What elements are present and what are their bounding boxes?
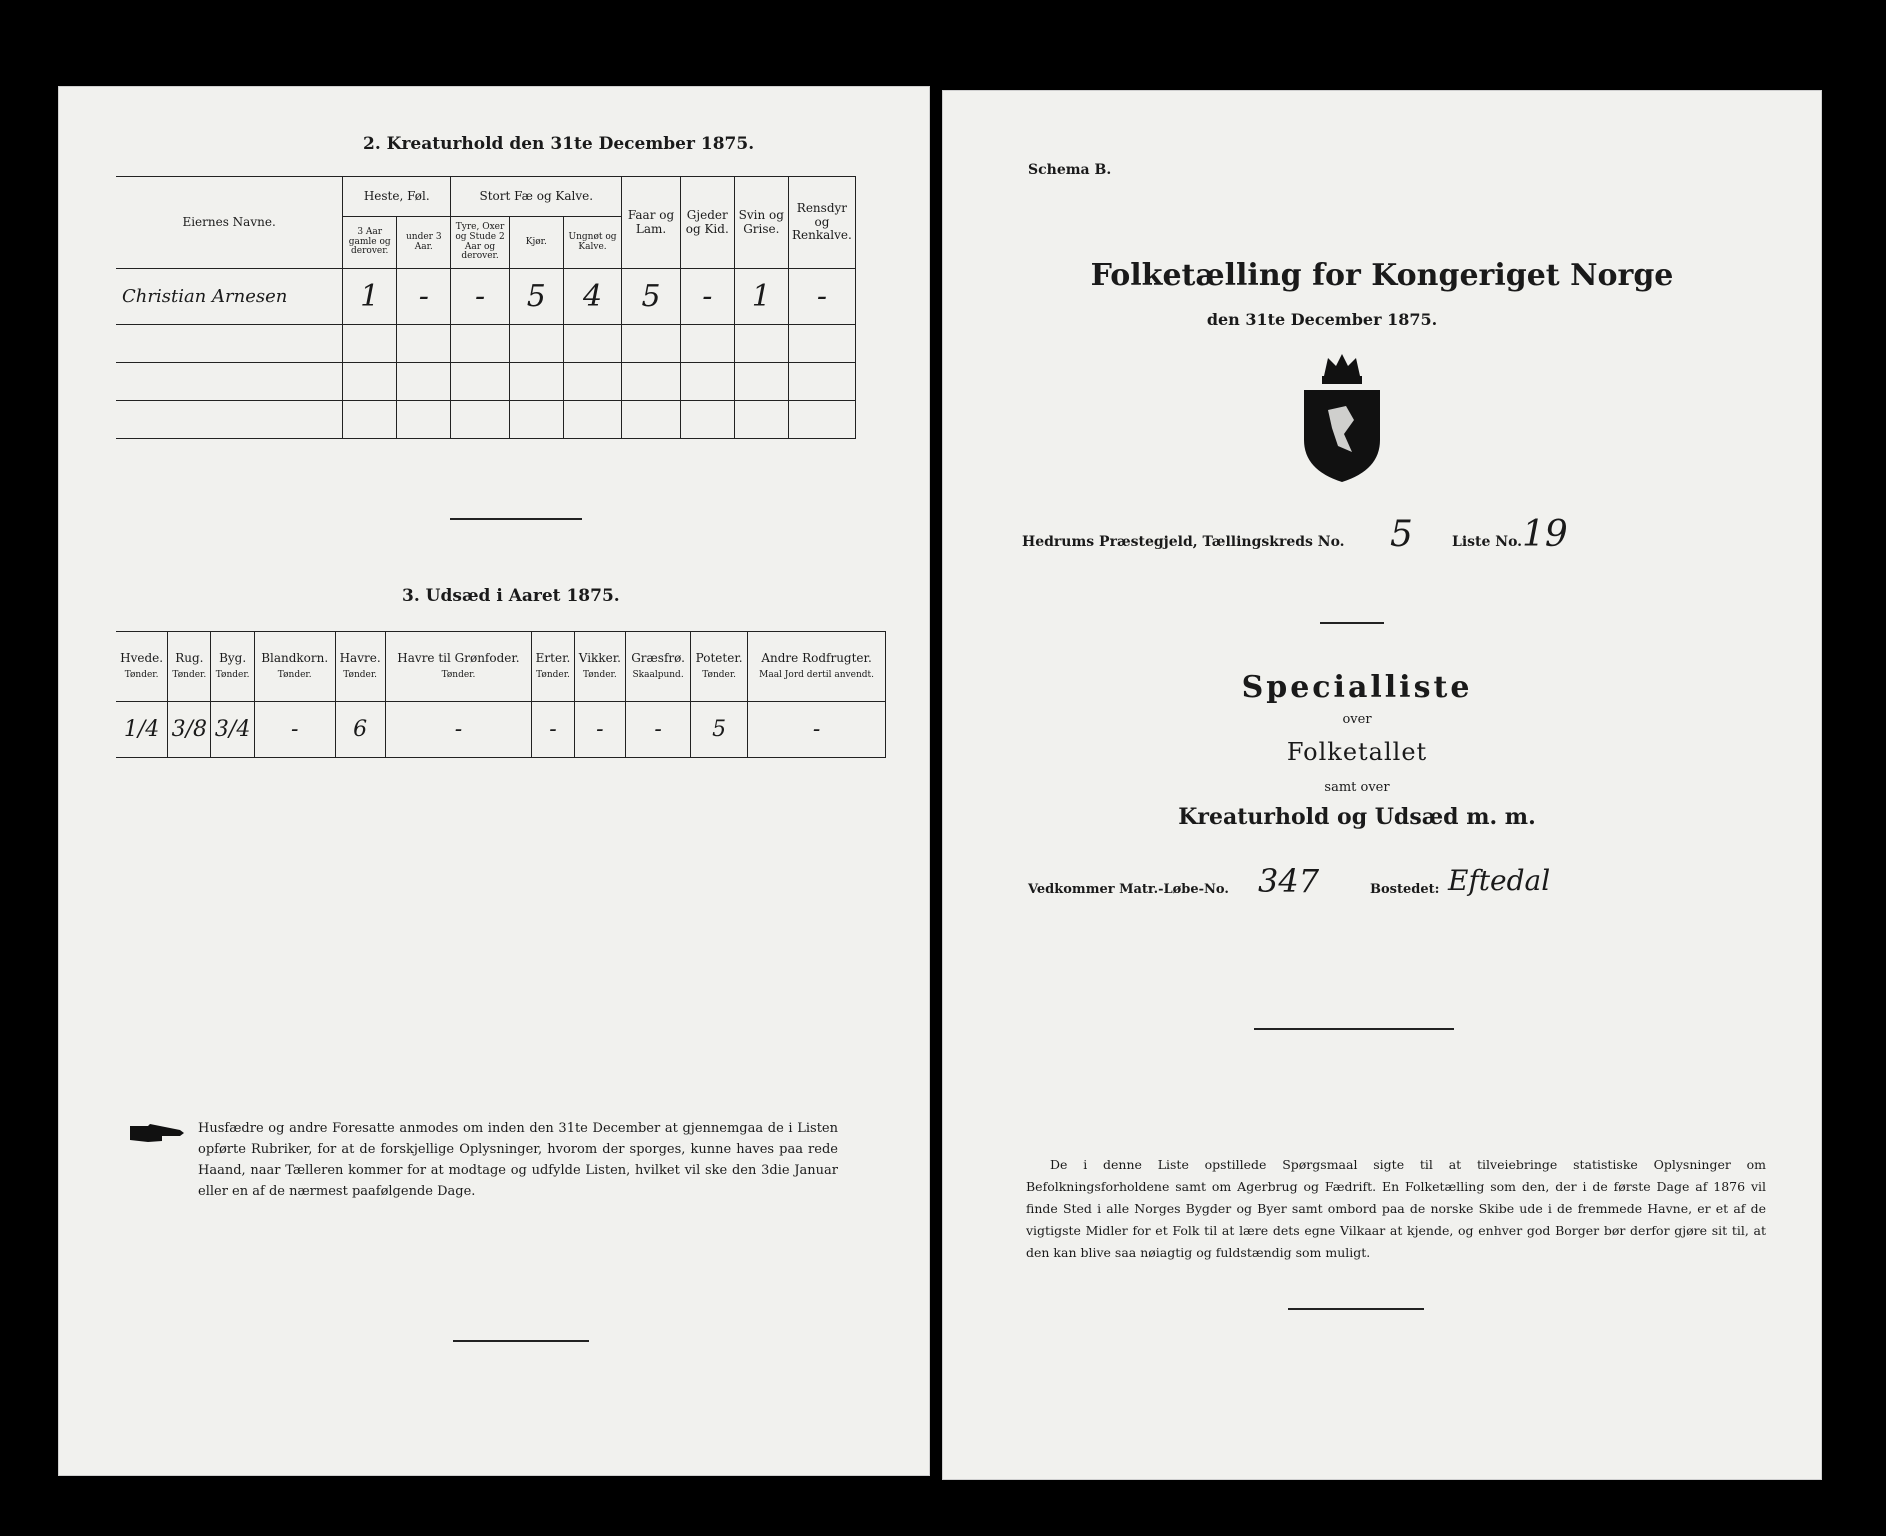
udsaed-col-unit: Tønder. xyxy=(343,670,378,681)
over-label: over xyxy=(1342,712,1372,727)
udsaed-col-unit: Tønder. xyxy=(582,670,617,681)
cell-heste-under: - xyxy=(397,269,451,325)
udsaed-col-unit: Tønder. xyxy=(277,670,312,681)
schema-label: Schema B. xyxy=(1028,162,1112,178)
divider xyxy=(450,518,582,520)
kjor-header: Kjør. xyxy=(509,217,563,269)
udsaed-value-cell: 3/8 xyxy=(168,702,211,758)
udsaed-col-unit: Tønder. xyxy=(441,670,476,681)
rensdyr-header: Rensdyr og Renkalve. xyxy=(788,177,855,269)
table-row xyxy=(116,401,856,439)
udsaed-col-header xyxy=(532,632,574,702)
udsaed-col-header xyxy=(626,632,691,702)
cell-ungnot: 4 xyxy=(563,269,621,325)
liste-no: 19 xyxy=(1522,514,1568,555)
left-page xyxy=(58,86,930,1476)
heste-3aar-header: 3 Aar gamle og derover. xyxy=(343,217,397,269)
udsaed-col-header xyxy=(335,632,385,702)
udsaed-col-unit: Tønder. xyxy=(124,670,159,681)
udsaed-col-unit: Tønder. xyxy=(215,670,250,681)
udsaed-col-unit: Maal Jord dertil anvendt. xyxy=(759,670,874,681)
pointing-hand-icon xyxy=(128,1122,188,1144)
instruction-note: Husfædre og andre Foresatte anmodes om inden den 31te December at gjennemgaa de i Listen opførte Rubriker, for at de forskjellige Oplysninger, hvorom der sporges, kunne haves paa rede Haand, naar Tælleren kommer for at modtage og udfylde Listen, hvilket vil ske den 3die Januar eller en af de nærmest paafølgende Dage. xyxy=(198,1121,838,1199)
cell-gjeder: - xyxy=(680,269,734,325)
folketallet-label: Folketallet xyxy=(1286,738,1428,766)
divider xyxy=(1320,622,1384,624)
udsaed-col-name: Hvede. xyxy=(120,650,164,665)
udsaed-col-unit: Tønder. xyxy=(702,670,737,681)
udsaed-value-cell: - xyxy=(748,702,886,758)
kreaturhold-label: Kreaturhold og Udsæd m. m. xyxy=(1178,804,1536,830)
cell-kjor: 5 xyxy=(509,269,563,325)
cell-rensdyr: - xyxy=(788,269,855,325)
udsaed-col-header xyxy=(691,632,748,702)
stort-header: Stort Fæ og Kalve. xyxy=(451,177,622,217)
udsaed-col-name: Blandkorn. xyxy=(261,650,329,665)
owner-name: Christian Arnesen xyxy=(116,269,343,325)
udsaed-col-name: Poteter. xyxy=(695,650,743,665)
udsaed-col-name: Rug. xyxy=(175,650,204,665)
cell-faar: 5 xyxy=(622,269,680,325)
owner-header: Eiernes Navne. xyxy=(116,177,343,269)
prestegjeld-label: Hedrums Præstegjeld, Tællingskreds No. xyxy=(1022,534,1345,550)
udsaed-value-cell: - xyxy=(626,702,691,758)
udsaed-value-cell: - xyxy=(532,702,574,758)
kreds-no: 5 xyxy=(1390,514,1413,555)
matr-no: 347 xyxy=(1258,862,1320,900)
samt-over-label: samt over xyxy=(1324,780,1390,795)
coat-of-arms-icon xyxy=(1294,348,1390,484)
specialliste-title: Specialliste xyxy=(1241,670,1473,705)
census-title: Folketælling for Kongeriget Norge xyxy=(1090,258,1674,293)
udsaed-col-name: Græsfrø. xyxy=(631,650,685,665)
udsaed-col-header xyxy=(116,632,168,702)
udsaed-table xyxy=(116,631,886,758)
table-row xyxy=(116,702,886,758)
ungnot-header: Ungnøt og Kalve. xyxy=(563,217,621,269)
udsaed-col-name: Erter. xyxy=(535,650,571,665)
heste-header: Heste, Føl. xyxy=(343,177,451,217)
bosted-label: Bostedet: xyxy=(1370,882,1440,897)
udsaed-col-header xyxy=(385,632,532,702)
bosted-value: Eftedal xyxy=(1448,864,1551,897)
udsaed-col-name: Byg. xyxy=(219,650,247,665)
udsaed-col-header xyxy=(574,632,625,702)
udsaed-col-header xyxy=(211,632,254,702)
udsaed-col-name: Vikker. xyxy=(578,650,621,665)
udsaed-col-unit: Skaalpund. xyxy=(632,670,684,681)
faar-header: Faar og Lam. xyxy=(622,177,680,269)
udsaed-col-unit: Tønder. xyxy=(172,670,207,681)
cell-svin: 1 xyxy=(734,269,788,325)
table-row xyxy=(116,363,856,401)
right-page xyxy=(942,90,1822,1480)
kreaturhold-title: 2. Kreaturhold den 31te December 1875. xyxy=(363,134,755,154)
cell-heste-3aar: 1 xyxy=(343,269,397,325)
udsaed-value-cell: 6 xyxy=(335,702,385,758)
tyre-header: Tyre, Oxer og Stude 2 Aar og derover. xyxy=(451,217,509,269)
divider xyxy=(453,1340,589,1342)
cell-tyre: - xyxy=(451,269,509,325)
udsaed-col-header xyxy=(748,632,886,702)
udsaed-value-cell: - xyxy=(254,702,335,758)
matr-label: Vedkommer Matr.-Løbe-No. xyxy=(1028,882,1229,897)
udsaed-value-cell: 1/4 xyxy=(116,702,168,758)
udsaed-value-cell: - xyxy=(574,702,625,758)
udsaed-value-cell: - xyxy=(385,702,532,758)
udsaed-value-cell: 3/4 xyxy=(211,702,254,758)
svin-header: Svin og Grise. xyxy=(734,177,788,269)
table-row xyxy=(116,269,856,325)
udsaed-title: 3. Udsæd i Aaret 1875. xyxy=(402,586,620,606)
udsaed-value-cell: 5 xyxy=(691,702,748,758)
udsaed-col-name: Andre Rodfrugter. xyxy=(761,650,872,665)
gjeder-header: Gjeder og Kid. xyxy=(680,177,734,269)
heste-under-header: under 3 Aar. xyxy=(397,217,451,269)
census-date: den 31te December 1875. xyxy=(1206,310,1438,329)
divider xyxy=(1254,1028,1454,1030)
table-row xyxy=(116,325,856,363)
liste-label: Liste No. xyxy=(1452,534,1523,550)
udsaed-col-unit: Tønder. xyxy=(536,670,570,681)
kreaturhold-table xyxy=(116,176,856,439)
udsaed-col-name: Havre. xyxy=(339,650,381,665)
udsaed-col-header xyxy=(168,632,211,702)
divider xyxy=(1288,1308,1424,1310)
explanation-text: De i denne Liste opstillede Spørgsmaal sigte til at tilveiebringe statistiske Oplysninger om Befolkningsforholdene samt om Agerbrug og Fædrift. En Folketælling som den, der i de første Dage af 1876 vil finde Sted i alle Norges Bygder og Byer samt ombord paa de norske Skibe ude i de fremmede Havne, er et af de vigtigste Midler for et Folk til at lære dets egne Vilkaar at kjende, og enhver god Borger bør derfor gjøre sit til, at den kan blive saa nøiagtig og fuldstændig som muligt. xyxy=(1026,1157,1766,1260)
udsaed-col-name: Havre til Grønfoder. xyxy=(397,650,520,665)
udsaed-col-header xyxy=(254,632,335,702)
